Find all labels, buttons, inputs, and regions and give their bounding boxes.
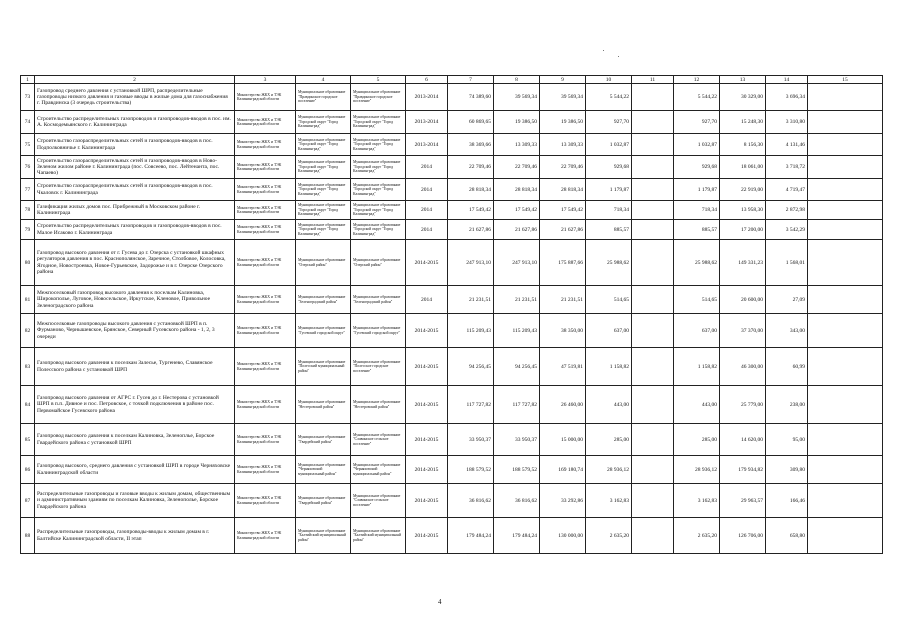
funding-local: 718,34 xyxy=(586,201,632,220)
period: 2014-2015 xyxy=(406,518,448,554)
municipality: Муниципальное образование "Городской округ "Город Калининград" xyxy=(296,156,351,179)
funding-federal: 30 329,00 xyxy=(720,84,766,111)
funding-col12: 25 988,62 xyxy=(674,240,720,286)
funding-col11 xyxy=(632,424,674,456)
municipality: Муниципальное образование "Гвардейский район" xyxy=(296,484,351,518)
customer: Муниципальное образование "Полесское городское поселение" xyxy=(351,348,406,386)
funding-total: 38 350,00 xyxy=(540,314,586,348)
table-row xyxy=(21,518,883,554)
customer: Муниципальное образование "Черняховский муниципальный район" xyxy=(351,456,406,484)
municipality: Муниципальное образование "Гвардейский район" xyxy=(296,424,351,456)
remaining-cost: 36 816,62 xyxy=(494,484,540,518)
funding-other: 658,80 xyxy=(766,518,808,554)
funding-other: 4 131,46 xyxy=(766,134,808,156)
funding-col12: 885,57 xyxy=(674,220,720,240)
customer: Муниципальное образование "Городской округ "Город Калининград" xyxy=(351,201,406,220)
funding-local: 1 032,87 xyxy=(586,134,632,156)
object-name: Газопровод высокого давления к поселкам Калиновка, Зеленоплье, Борское Гвардейского района с установкой ШРП xyxy=(35,424,235,456)
responsible-agency: Министерство ЖКХ и ТЭК Калининградской области xyxy=(235,240,296,286)
customer: Муниципальное образование "Городской округ "Город Калининград" xyxy=(351,156,406,179)
customer: Муниципальное образование "Городской округ "Город Калининград" xyxy=(351,220,406,240)
responsible-agency: Министерство ЖКХ и ТЭК Калининградской области xyxy=(235,456,296,484)
funding-col12: 443,00 xyxy=(674,386,720,424)
responsible-agency: Министерство ЖКХ и ТЭК Калининградской области xyxy=(235,484,296,518)
funding-col11 xyxy=(632,518,674,554)
funding-other: 3 696,34 xyxy=(766,84,808,111)
funding-other: 3 310,80 xyxy=(766,111,808,134)
funding-other: 1 568,01 xyxy=(766,240,808,286)
remaining-cost: 28 818,34 xyxy=(494,179,540,201)
funding-federal: 29 963,57 xyxy=(720,484,766,518)
funding-total: 175 887,66 xyxy=(540,240,586,286)
funding-col12: 929,68 xyxy=(674,156,720,179)
notes xyxy=(808,134,883,156)
remaining-cost: 247 913,10 xyxy=(494,240,540,286)
municipality: Муниципальное образование "Озерский район" xyxy=(296,240,351,286)
funding-col11 xyxy=(632,111,674,134)
investment-table xyxy=(20,75,883,554)
notes xyxy=(808,386,883,424)
table-row xyxy=(21,456,883,484)
customer: Муниципальное образование "Правдинское городское поселение" xyxy=(351,84,406,111)
funding-total: 47 519,81 xyxy=(540,348,586,386)
funding-total: 39 569,34 xyxy=(540,84,586,111)
cost-estimate: 74 389,60 xyxy=(448,84,494,111)
funding-federal: 46 300,00 xyxy=(720,348,766,386)
municipality: Муниципальное образование "Городской округ "Город Калининград" xyxy=(296,111,351,134)
cost-estimate: 115 209,43 xyxy=(448,314,494,348)
funding-other: 2 872,98 xyxy=(766,201,808,220)
responsible-agency: Министерство ЖКХ и ТЭК Калининградской области xyxy=(235,111,296,134)
funding-local: 637,00 xyxy=(586,314,632,348)
notes xyxy=(808,424,883,456)
notes xyxy=(808,286,883,314)
period: 2014-2015 xyxy=(406,314,448,348)
object-name: Строительство газораспределительных сетей и газопроводов-вводов в пос. Чкаловск г. Калининграда xyxy=(35,179,235,201)
funding-total: 22 709,46 xyxy=(540,156,586,179)
responsible-agency: Министерство ЖКХ и ТЭК Калининградской области xyxy=(235,156,296,179)
cost-estimate: 117 727,82 xyxy=(448,386,494,424)
funding-col11 xyxy=(632,348,674,386)
row-number: 84 xyxy=(21,386,35,424)
period: 2013-2014 xyxy=(406,134,448,156)
customer: Муниципальное образование "Городской округ "Город Калининград" xyxy=(351,134,406,156)
row-number: 83 xyxy=(21,348,35,386)
table-row xyxy=(21,220,883,240)
cost-estimate: 21 627,86 xyxy=(448,220,494,240)
funding-other: 95,00 xyxy=(766,424,808,456)
cost-estimate: 17 549,42 xyxy=(448,201,494,220)
funding-federal: 8 156,30 xyxy=(720,134,766,156)
column-number-cell: 14 xyxy=(766,76,808,84)
remaining-cost: 188 579,52 xyxy=(494,456,540,484)
customer: Муниципальное образование "Нестеровский район" xyxy=(351,386,406,424)
responsible-agency: Министерство ЖКХ и ТЭК Калининградской области xyxy=(235,134,296,156)
column-number-cell: 10 xyxy=(586,76,632,84)
funding-col12: 1 032,87 xyxy=(674,134,720,156)
period: 2014-2015 xyxy=(406,456,448,484)
cost-estimate: 38 369,66 xyxy=(448,134,494,156)
object-name: Строительство газораспределительных сетей и газопроводов-вводов в Ново-Зеленом жилом районе г. Калининграда (пос. Совсеево, пос. Лейтенанта, пос. Чапаево) xyxy=(35,156,235,179)
column-number-cell: 15 xyxy=(808,76,883,84)
table-row xyxy=(21,111,883,134)
remaining-cost: 19 386,50 xyxy=(494,111,540,134)
funding-federal: 18 061,00 xyxy=(720,156,766,179)
funding-col11 xyxy=(632,240,674,286)
remaining-cost: 115 209,43 xyxy=(494,314,540,348)
period: 2014-2015 xyxy=(406,386,448,424)
funding-total: 13 309,33 xyxy=(540,134,586,156)
column-number-row xyxy=(21,76,883,84)
municipality: Муниципальное образование "Городской округ "Город Калининград" xyxy=(296,201,351,220)
remaining-cost: 179 484,24 xyxy=(494,518,540,554)
period: 2013-2014 xyxy=(406,111,448,134)
notes xyxy=(808,84,883,111)
funding-local: 1 179,87 xyxy=(586,179,632,201)
row-number: 76 xyxy=(21,156,35,179)
notes xyxy=(808,348,883,386)
remaining-cost: 17 549,42 xyxy=(494,201,540,220)
responsible-agency: Министерство ЖКХ и ТЭК Калининградской области xyxy=(235,220,296,240)
funding-total: 15 000,00 xyxy=(540,424,586,456)
row-number: 74 xyxy=(21,111,35,134)
table-row xyxy=(21,84,883,111)
funding-col11 xyxy=(632,484,674,518)
responsible-agency: Министерство ЖКХ и ТЭК Калининградской области xyxy=(235,286,296,314)
funding-col12: 514,65 xyxy=(674,286,720,314)
object-name: Газопровод высокого давления к поселкам Залесье, Тургенево, Славянское Полесского района с установкой ШРП xyxy=(35,348,235,386)
row-number: 75 xyxy=(21,134,35,156)
cost-estimate: 60 869,65 xyxy=(448,111,494,134)
table-row xyxy=(21,156,883,179)
column-number-cell: 6 xyxy=(406,76,448,84)
notes xyxy=(808,240,883,286)
table-row xyxy=(21,134,883,156)
cost-estimate: 33 950,37 xyxy=(448,424,494,456)
funding-total: 28 818,34 xyxy=(540,179,586,201)
funding-local: 514,65 xyxy=(586,286,632,314)
funding-total: 169 180,74 xyxy=(540,456,586,484)
funding-local: 28 936,12 xyxy=(586,456,632,484)
notes xyxy=(808,179,883,201)
object-name: Строительство распределительных газопроводов и газопроводов-вводов в пос. им. А. Космодемьянского г. Калининграда xyxy=(35,111,235,134)
customer: Муниципальное образование "Городской округ "Город Калининград" xyxy=(351,179,406,201)
object-name: Распределительные газопроводы, газопроводы-вводы к жилым домам в г. Балтийске Калининградской области, II этап xyxy=(35,518,235,554)
municipality: Муниципальное образование "Правдинское городское поселение" xyxy=(296,84,351,111)
municipality: Муниципальное образование "Балтийский муниципальный район" xyxy=(296,518,351,554)
object-name: Газификация жилых домов пос. Прибрежный в Московском районе г. Калининграда xyxy=(35,201,235,220)
cost-estimate: 22 709,46 xyxy=(448,156,494,179)
cost-estimate: 21 231,51 xyxy=(448,286,494,314)
notes xyxy=(808,220,883,240)
scan-speck xyxy=(603,50,604,51)
funding-col11 xyxy=(632,156,674,179)
responsible-agency: Министерство ЖКХ и ТЭК Калининградской области xyxy=(235,386,296,424)
funding-total: 33 292,86 xyxy=(540,484,586,518)
column-number-cell: 5 xyxy=(351,76,406,84)
funding-col12: 2 635,20 xyxy=(674,518,720,554)
funding-col12: 285,00 xyxy=(674,424,720,456)
table-row xyxy=(21,240,883,286)
funding-local: 929,68 xyxy=(586,156,632,179)
remaining-cost: 33 950,37 xyxy=(494,424,540,456)
notes xyxy=(808,484,883,518)
row-number: 78 xyxy=(21,201,35,220)
funding-col11 xyxy=(632,220,674,240)
column-number-cell: 12 xyxy=(674,76,720,84)
funding-federal: 14 620,00 xyxy=(720,424,766,456)
funding-col12: 28 936,12 xyxy=(674,456,720,484)
funding-col12: 3 162,83 xyxy=(674,484,720,518)
customer: Муниципальное образование "Балтийский муниципальный район" xyxy=(351,518,406,554)
funding-col11 xyxy=(632,84,674,111)
row-number: 80 xyxy=(21,240,35,286)
responsible-agency: Министерство ЖКХ и ТЭК Калининградской области xyxy=(235,314,296,348)
funding-other: 60,99 xyxy=(766,348,808,386)
row-number: 79 xyxy=(21,220,35,240)
scan-speck xyxy=(618,56,619,57)
funding-col12: 637,00 xyxy=(674,314,720,348)
remaining-cost: 21 627,86 xyxy=(494,220,540,240)
funding-col11 xyxy=(632,386,674,424)
period: 2014-2015 xyxy=(406,424,448,456)
funding-federal: 149 331,23 xyxy=(720,240,766,286)
responsible-agency: Министерство ЖКХ и ТЭК Калининградской области xyxy=(235,201,296,220)
funding-local: 443,00 xyxy=(586,386,632,424)
funding-local: 2 635,20 xyxy=(586,518,632,554)
funding-local: 25 988,62 xyxy=(586,240,632,286)
row-number: 85 xyxy=(21,424,35,456)
funding-total: 17 549,42 xyxy=(540,201,586,220)
row-number: 86 xyxy=(21,456,35,484)
funding-col12: 1 158,82 xyxy=(674,348,720,386)
remaining-cost: 22 709,46 xyxy=(494,156,540,179)
customer: Муниципальное образование "Городской округ "Город Калининград" xyxy=(351,111,406,134)
table-row xyxy=(21,314,883,348)
cost-estimate: 179 484,24 xyxy=(448,518,494,554)
funding-local: 285,00 xyxy=(586,424,632,456)
funding-col11 xyxy=(632,314,674,348)
row-number: 73 xyxy=(21,84,35,111)
table-row xyxy=(21,201,883,220)
municipality: Муниципальное образование "Полесский муниципальный район" xyxy=(296,348,351,386)
object-name: Межпоселковый газопровод высокого давления к поселкам Калиновка, Широкополье, Луговое, Новосельское, Иркутское, Кленовое, Привольное Зеленоградского района xyxy=(35,286,235,314)
funding-col11 xyxy=(632,179,674,201)
table-row xyxy=(21,348,883,386)
responsible-agency: Министерство ЖКХ и ТЭК Калининградской области xyxy=(235,179,296,201)
object-name: Межпоселковые газопроводы высокого давления с установкой ШРП в п. Фурманово, Чернышевское, Брянское, Северный Гусевского района - 1, 2, 3 очереди xyxy=(35,314,235,348)
period: 2014 xyxy=(406,220,448,240)
funding-federal: 22 919,00 xyxy=(720,179,766,201)
row-number: 87 xyxy=(21,484,35,518)
column-number-cell: 1 xyxy=(21,76,35,84)
column-number-cell: 13 xyxy=(720,76,766,84)
object-name: Газопровод высокого давления от АГРС г. Гусев до г. Нестерова с установкой ШРП в п.п. Дивное и пос. Петровское, с точкой подключения в районе пос. Первомайское Гусевского района xyxy=(35,386,235,424)
remaining-cost: 94 256,45 xyxy=(494,348,540,386)
funding-col12: 718,34 xyxy=(674,201,720,220)
funding-federal: 179 934,82 xyxy=(720,456,766,484)
table-row xyxy=(21,286,883,314)
notes xyxy=(808,111,883,134)
funding-total: 19 386,50 xyxy=(540,111,586,134)
customer: Муниципальное образование "Славинское сельское поселение" xyxy=(351,484,406,518)
column-number-cell: 11 xyxy=(632,76,674,84)
cost-estimate: 28 818,34 xyxy=(448,179,494,201)
notes xyxy=(808,314,883,348)
municipality: Муниципальное образование "Городской округ "Город Калининград" xyxy=(296,134,351,156)
cost-estimate: 94 256,45 xyxy=(448,348,494,386)
municipality: Муниципальное образование "Городской округ "Город Калининград" xyxy=(296,179,351,201)
column-number-cell: 3 xyxy=(235,76,296,84)
customer: Муниципальное образование "Озерский район" xyxy=(351,240,406,286)
notes xyxy=(808,518,883,554)
row-number: 88 xyxy=(21,518,35,554)
funding-col12: 5 544,22 xyxy=(674,84,720,111)
funding-col11 xyxy=(632,286,674,314)
funding-total: 21 231,51 xyxy=(540,286,586,314)
funding-other: 166,46 xyxy=(766,484,808,518)
object-name: Строительство газораспределительных сетей и газопроводов-вводов в пос. Подполковничье г. Калининграда xyxy=(35,134,235,156)
funding-total: 21 627,86 xyxy=(540,220,586,240)
funding-total: 26 460,00 xyxy=(540,386,586,424)
period: 2014 xyxy=(406,201,448,220)
funding-federal: 37 370,00 xyxy=(720,314,766,348)
customer: Муниципальное образование "Гусевский городской округ" xyxy=(351,314,406,348)
notes xyxy=(808,201,883,220)
row-number: 82 xyxy=(21,314,35,348)
column-number-cell: 7 xyxy=(448,76,494,84)
funding-other: 3 718,72 xyxy=(766,156,808,179)
funding-other: 343,00 xyxy=(766,314,808,348)
column-number-cell: 8 xyxy=(494,76,540,84)
funding-col11 xyxy=(632,456,674,484)
responsible-agency: Министерство ЖКХ и ТЭК Калининградской области xyxy=(235,518,296,554)
funding-col12: 927,70 xyxy=(674,111,720,134)
remaining-cost: 21 231,51 xyxy=(494,286,540,314)
table-row xyxy=(21,484,883,518)
municipality: Муниципальное образование "Гусевский городской округ" xyxy=(296,314,351,348)
period: 2014-2015 xyxy=(406,240,448,286)
funding-total: 130 000,00 xyxy=(540,518,586,554)
customer: Муниципальное образование "Зеленоградский район" xyxy=(351,286,406,314)
period: 2014 xyxy=(406,179,448,201)
cost-estimate: 188 579,52 xyxy=(448,456,494,484)
row-number: 81 xyxy=(21,286,35,314)
remaining-cost: 117 727,82 xyxy=(494,386,540,424)
funding-federal: 15 248,30 xyxy=(720,111,766,134)
object-name: Газопровод высокого, среднего давления с установкой ШРП в городе Черняховске Калининградской области xyxy=(35,456,235,484)
customer: Муниципальное образование "Славинское сельское поселение" xyxy=(351,424,406,456)
object-name: Строительство распределительных газопроводов и газопроводов-вводов в пос. Малое Исаково г. Калининграда xyxy=(35,220,235,240)
remaining-cost: 13 309,33 xyxy=(494,134,540,156)
object-name: Газопровод высокого давления от г. Гусева до г. Озерска с установкой шкафных регуляторов давления в пос. Краснополянское, Заречное, Столбовое, Колосовка, Ягодное, Новостроевка, Новое-Гурьевское, Задорожье и в г. Озерске Озерского района xyxy=(35,240,235,286)
responsible-agency: Министерство ЖКХ и ТЭК Калининградской области xyxy=(235,424,296,456)
funding-local: 927,70 xyxy=(586,111,632,134)
funding-federal: 13 958,30 xyxy=(720,201,766,220)
period: 2013-2014 xyxy=(406,84,448,111)
funding-local: 885,57 xyxy=(586,220,632,240)
cost-estimate: 36 816,62 xyxy=(448,484,494,518)
municipality: Муниципальное образование "Зеленоградский район" xyxy=(296,286,351,314)
funding-col11 xyxy=(632,201,674,220)
funding-federal: 20 600,00 xyxy=(720,286,766,314)
column-number-cell: 4 xyxy=(296,76,351,84)
period: 2014-2015 xyxy=(406,348,448,386)
period: 2014 xyxy=(406,156,448,179)
funding-federal: 17 200,00 xyxy=(720,220,766,240)
responsible-agency: Министерство ЖКХ и ТЭК Калининградской области xyxy=(235,84,296,111)
municipality: Муниципальное образование "Городской округ "Город Калининград" xyxy=(296,220,351,240)
funding-other: 27,09 xyxy=(766,286,808,314)
funding-other: 309,80 xyxy=(766,456,808,484)
notes xyxy=(808,156,883,179)
row-number: 77 xyxy=(21,179,35,201)
funding-local: 3 162,83 xyxy=(586,484,632,518)
funding-federal: 25 779,00 xyxy=(720,386,766,424)
table-row xyxy=(21,386,883,424)
municipality: Муниципальное образование "Нестеровский район" xyxy=(296,386,351,424)
responsible-agency: Министерство ЖКХ и ТЭК Калининградской области xyxy=(235,348,296,386)
remaining-cost: 39 569,34 xyxy=(494,84,540,111)
period: 2014 xyxy=(406,286,448,314)
object-name: Распределительные газопроводы и газовые вводы к жилым домам, общественным и административным зданиям по поселкам Калиновка, Зеленополье, Борское Гвардейского района xyxy=(35,484,235,518)
column-number-cell: 2 xyxy=(35,76,235,84)
funding-other: 238,00 xyxy=(766,386,808,424)
table-row xyxy=(21,179,883,201)
funding-local: 5 544,22 xyxy=(586,84,632,111)
cost-estimate: 247 913,10 xyxy=(448,240,494,286)
page-number: 4 xyxy=(438,598,442,606)
funding-other: 3 542,29 xyxy=(766,220,808,240)
funding-col11 xyxy=(632,134,674,156)
funding-federal: 126 706,00 xyxy=(720,518,766,554)
funding-local: 1 158,82 xyxy=(586,348,632,386)
municipality: Муниципальное образование "Черняховский муниципальный район" xyxy=(296,456,351,484)
column-number-cell: 9 xyxy=(540,76,586,84)
table-row xyxy=(21,424,883,456)
object-name: Газопровод среднего давления с установкой ШРП, распределительные газопроводы низкого давления и газовые вводы в жилые дома для газоснабжения г. Правдинска (3 очередь строительства) xyxy=(35,84,235,111)
funding-col12: 1 179,87 xyxy=(674,179,720,201)
funding-other: 4 719,47 xyxy=(766,179,808,201)
period: 2014-2015 xyxy=(406,484,448,518)
notes xyxy=(808,456,883,484)
